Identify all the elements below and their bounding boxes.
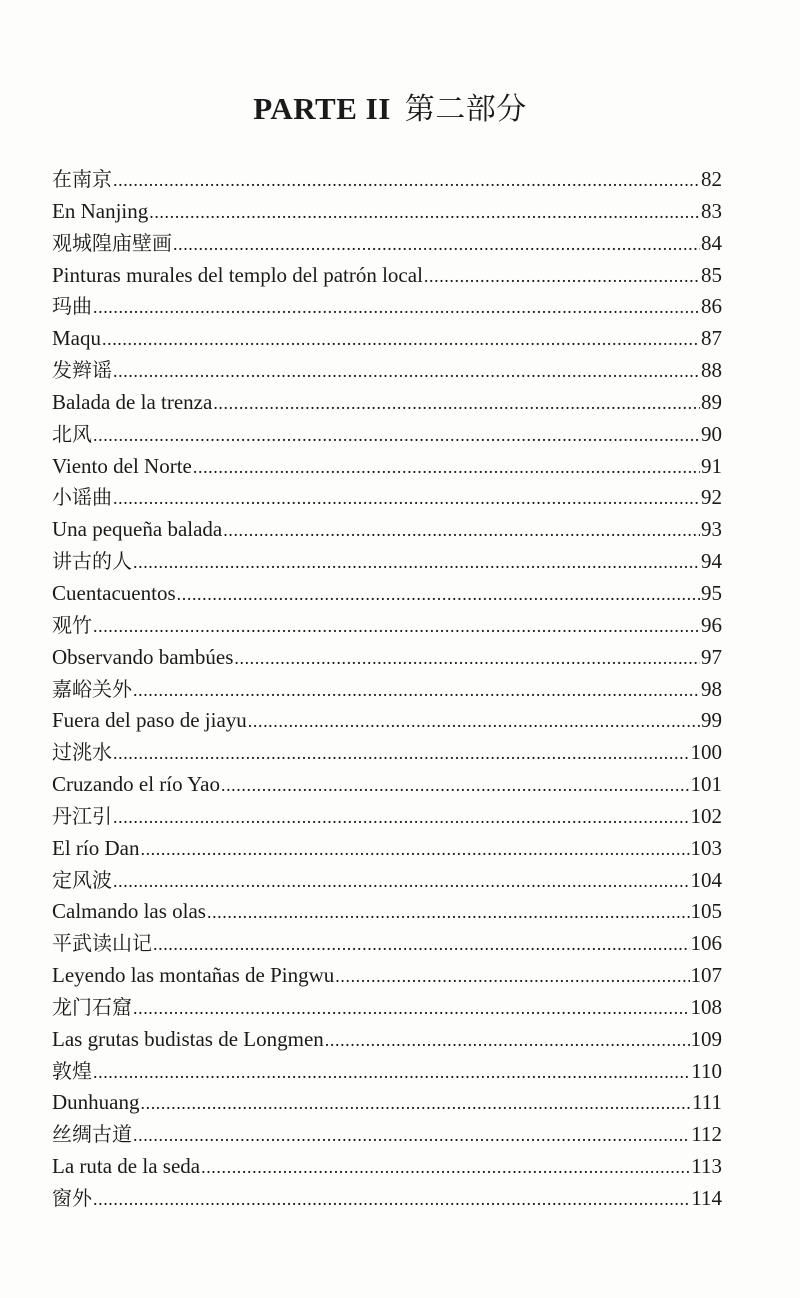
toc-dot-leader — [248, 706, 700, 738]
toc-dot-leader — [173, 229, 700, 261]
toc-entry-page-number: 84 — [701, 230, 722, 255]
toc-dot-leader — [113, 866, 690, 898]
toc-entry-page-number: 104 — [690, 867, 722, 892]
toc-entry-page-number: 103 — [690, 835, 722, 860]
toc-entry-title: La ruta de la seda — [52, 1154, 201, 1179]
toc-dot-leader — [133, 993, 690, 1025]
toc-dot-leader — [102, 324, 700, 356]
toc-entry-page-number: 97 — [701, 644, 722, 669]
toc-dot-leader — [93, 1184, 690, 1216]
toc-entry — [52, 1119, 722, 1151]
toc-entry-page-number: 98 — [701, 676, 722, 701]
toc-entry-title: Leyendo las montañas de Pingwu — [52, 963, 335, 988]
toc-entry-page-number: 90 — [701, 421, 722, 446]
toc-entry-title: 平武读山记 — [52, 931, 152, 956]
toc-entry-title: Fuera del paso de jiayu — [52, 708, 247, 733]
toc-entry — [52, 705, 722, 737]
toc-entry-title: Maqu — [52, 326, 101, 351]
toc-entry-title: En Nanjing — [52, 198, 149, 223]
toc-dot-leader — [325, 1025, 690, 1057]
toc-entry-title: 发辫谣 — [52, 358, 112, 383]
toc-entry — [52, 833, 722, 865]
toc-dot-leader — [149, 197, 700, 229]
toc-entry — [52, 865, 722, 897]
toc-entry-page-number: 96 — [701, 612, 722, 637]
toc-entry — [52, 514, 722, 546]
toc-entry — [52, 1056, 722, 1088]
toc-entry — [52, 419, 722, 451]
toc-entry-title: 小谣曲 — [52, 485, 112, 510]
toc-entry — [52, 323, 722, 355]
toc-entry-title: 讲古的人 — [52, 549, 132, 574]
toc-entry-title: Observando bambúes — [52, 644, 234, 669]
toc-entry — [52, 1183, 722, 1215]
toc-entry — [52, 546, 722, 578]
toc-entry-title: El río Dan — [52, 835, 140, 860]
toc-entry-title: 观城隍庙壁画 — [52, 230, 172, 255]
toc-entry-page-number: 85 — [701, 262, 722, 287]
toc-dot-leader — [93, 292, 700, 324]
toc-entry-title: Las grutas budistas de Longmen — [52, 1026, 324, 1051]
toc-entry-title: 龙门石窟 — [52, 994, 132, 1019]
toc-entry-title: Una pequeña balada — [52, 517, 223, 542]
toc-entry-page-number: 87 — [701, 326, 722, 351]
toc-entry — [52, 769, 722, 801]
table-of-contents — [52, 164, 722, 1215]
toc-entry — [52, 1087, 722, 1119]
toc-entry-page-number: 94 — [701, 549, 722, 574]
toc-dot-leader — [335, 961, 689, 993]
toc-entry-page-number: 100 — [690, 740, 722, 765]
toc-entry-page-number: 89 — [701, 389, 722, 414]
toc-entry-page-number: 113 — [691, 1154, 722, 1179]
toc-entry-page-number: 110 — [691, 1058, 722, 1083]
toc-entry-title: Pinturas murales del templo del patrón local — [52, 262, 423, 287]
toc-dot-leader — [133, 675, 700, 707]
toc-entry-page-number: 91 — [701, 453, 722, 478]
toc-entry-title: 过洮水 — [52, 740, 112, 765]
toc-entry-page-number: 92 — [701, 485, 722, 510]
part-heading-chinese: 第二部分 — [404, 92, 527, 127]
toc-entry-page-number: 88 — [701, 358, 722, 383]
toc-entry — [52, 578, 722, 610]
toc-dot-leader — [113, 738, 690, 770]
toc-entry-page-number: 93 — [701, 517, 722, 542]
toc-entry — [52, 260, 722, 292]
toc-entry-page-number: 95 — [701, 580, 722, 605]
toc-dot-leader — [213, 388, 700, 420]
toc-entry-title: Cuentacuentos — [52, 580, 176, 605]
toc-dot-leader — [113, 165, 700, 197]
toc-entry-title: 北风 — [52, 421, 92, 446]
toc-entry — [52, 896, 722, 928]
toc-entry — [52, 960, 722, 992]
toc-entry-page-number: 99 — [701, 708, 722, 733]
toc-entry-page-number: 101 — [690, 772, 722, 797]
toc-entry-page-number: 86 — [701, 294, 722, 319]
toc-dot-leader — [113, 802, 690, 834]
toc-entry-page-number: 102 — [690, 803, 722, 828]
toc-entry-title: 丹江引 — [52, 803, 112, 828]
toc-entry-page-number: 83 — [701, 198, 722, 223]
toc-entry-title: 敦煌 — [52, 1058, 92, 1083]
toc-dot-leader — [93, 611, 700, 643]
toc-entry-page-number: 111 — [692, 1090, 722, 1115]
toc-entry-title: 定风波 — [52, 867, 112, 892]
toc-dot-leader — [93, 1057, 690, 1089]
part-heading-latin: PARTE II — [253, 91, 391, 126]
toc-entry — [52, 1151, 722, 1183]
toc-dot-leader — [140, 834, 689, 866]
toc-dot-leader — [223, 515, 700, 547]
toc-entry-page-number: 107 — [690, 963, 722, 988]
toc-entry — [52, 291, 722, 323]
toc-dot-leader — [133, 1120, 690, 1152]
toc-entry-page-number: 82 — [701, 167, 722, 191]
toc-dot-leader — [207, 897, 690, 929]
toc-dot-leader — [201, 1152, 690, 1184]
toc-entry-title: 在南京 — [52, 167, 112, 191]
toc-entry — [52, 196, 722, 228]
toc-entry-page-number: 114 — [691, 1186, 722, 1210]
toc-entry-title: 嘉峪关外 — [52, 676, 132, 701]
toc-dot-leader — [133, 547, 700, 579]
toc-entry-title: Balada de la trenza — [52, 389, 213, 414]
toc-entry — [52, 482, 722, 514]
toc-entry-page-number: 105 — [690, 899, 722, 924]
toc-entry-page-number: 106 — [690, 931, 722, 956]
toc-dot-leader — [93, 420, 700, 452]
toc-entry — [52, 228, 722, 260]
toc-dot-leader — [113, 483, 700, 515]
toc-dot-leader — [193, 452, 700, 484]
toc-entry — [52, 355, 722, 387]
toc-entry-title: Cruzando el río Yao — [52, 772, 220, 797]
toc-entry-page-number: 108 — [690, 994, 722, 1019]
toc-entry-title: 观竹 — [52, 612, 92, 637]
toc-entry-title: 丝绸古道 — [52, 1122, 132, 1147]
toc-dot-leader — [153, 929, 690, 961]
toc-entry — [52, 164, 722, 196]
toc-entry — [52, 801, 722, 833]
toc-dot-leader — [113, 356, 700, 388]
toc-entry — [52, 992, 722, 1024]
toc-entry — [52, 1024, 722, 1056]
toc-entry — [52, 737, 722, 769]
toc-dot-leader — [424, 261, 700, 293]
toc-dot-leader — [234, 643, 700, 675]
toc-entry-title: 窗外 — [52, 1186, 92, 1210]
toc-entry — [52, 642, 722, 674]
toc-entry — [52, 610, 722, 642]
toc-entry-title: Dunhuang — [52, 1090, 140, 1115]
toc-entry — [52, 451, 722, 483]
toc-entry-title: Viento del Norte — [52, 453, 192, 478]
toc-dot-leader — [177, 579, 700, 611]
toc-entry-title: 玛曲 — [52, 294, 92, 319]
part-heading — [0, 84, 780, 128]
toc-entry-page-number: 112 — [691, 1122, 722, 1147]
toc-dot-leader — [221, 770, 690, 802]
toc-entry-title: Calmando las olas — [52, 899, 206, 924]
toc-entry — [52, 387, 722, 419]
toc-dot-leader — [141, 1088, 692, 1120]
toc-entry — [52, 674, 722, 706]
toc-entry-page-number: 109 — [690, 1026, 722, 1051]
toc-entry — [52, 928, 722, 960]
